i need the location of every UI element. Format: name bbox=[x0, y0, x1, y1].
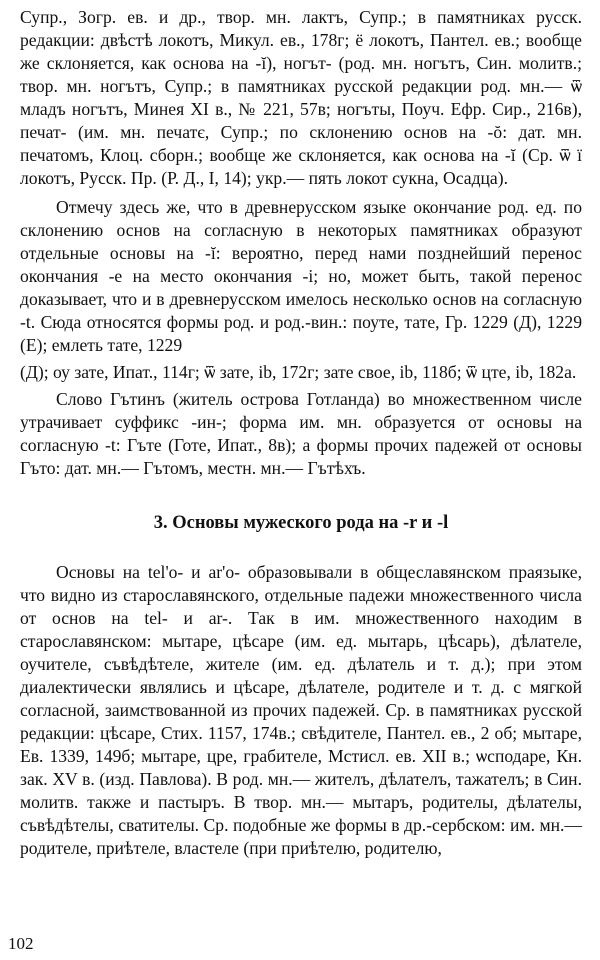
paragraph-genitive-note: Отмечу здесь же, что в древнерусском языке окончание род. ед. по склонению основ на согласную в некоторых памятниках образуют отдельные основы на -ĭ: вероятно, перед нами позднейший перенос окончания -е на место окончания -i; но, может быть, такой перенос доказывает, что и в древнерусском имелось несколько основ на согласную -t. Сюда относятся формы род. и род.-вин.: поуте, тате, Гр. 1229 (Д), 1229 (Е); емлеть тате, 1229 bbox=[20, 197, 582, 355]
section-heading: 3. Основы мужеского рода на -r и -l bbox=[153, 513, 449, 533]
paragraph-tel-ar-stems: Основы на tel'o- и ar'o- образовывали в общеславянском праязыке, что видно из старославянского, отдельные падежи множественного числа от основ на tel- и ar-. Так в им. множественного находим в старославянском: мытаре, цѣсаре (им. ед. мытарь, цѣсарь), дѣлателе, оучителе, съвѣдѣтеле, жителе (им. ед. дѣлатель и т. д.); при этом диалектически являлись и цѣсаре, дѣлателе, родителе и т. д. с мягкой согласной, заимствованной из прочих падежей. Ср. в памятниках русской редакции: цѣсаре, Стих. 1157, 174в.; свѣдителе, Пантел. ев., 2 об; мытаре, Ев. 1339, 149б; мытаре, цре, грабителе, Мстисл. ев. XII в.; ѡсподаре, Кн. зак. XV в. (изд. Павлова). В род. мн.— жителъ, дѣлателъ, тажателъ; в Син. молитв. также и пастыръ. В твор. мн.— мытаръ, родителы, дѣлателы, съвѣдѣтелы, сватителы. Ср. подобные же формы в др.-сербском: им. мн.— родителе, приѣтеле, властеле (при приѣтелю, родителю, bbox=[20, 562, 582, 858]
paragraph-continuation: Супр., Зогр. ев. и др., твор. мн. лактъ, Супр.; в памятниках русск. редакции: двѣстѣ локотъ, Микул. ев., 178г; ё локотъ, Пантел. ев.; вообще же склоняется, как основа на -ĭ), ногът- (род. мн. ногътъ, Син. молитв.; твор. мн. ногътъ, Супр.; в памятниках русской редакции род. мн.— ѿ младъ ногътъ, Минея XI в., № 221, 57в; ногъты, Поуч. Ефр. Сир., 216в), печат- (им. мн. печатє, Супр.; по склонению основ на -ŏ: дат. мн. печатомъ, Клоц. сборн.; вообще же склоняется, как основа на -ĭ (Ср. ѿ ї локотъ, Русск. Пр. (Р. Д., I, 14); укр.— пять локот сукна, Осадца). bbox=[20, 7, 582, 188]
body-text bbox=[20, 6, 582, 860]
page-number: 102 bbox=[8, 934, 34, 953]
paragraph-genitive-examples: (Д); оу зате, Ипат., 114г; ѿ зате, ib, 172г; зате свое, ib, 118б; ѿ цте, ib, 182а. bbox=[20, 362, 577, 382]
paragraph-gotin: Слово Гътинъ (житель острова Готланда) во множественном числе утрачивает суффикс -ин-; форма им. мн. образуется от основы на согласную -t: Гъте (Готе, Ипат., 8в); а формы прочих падежей от основы Гъто: дат. мн.— Гътомъ, местн. мн.— Гътѣхъ. bbox=[20, 389, 582, 478]
